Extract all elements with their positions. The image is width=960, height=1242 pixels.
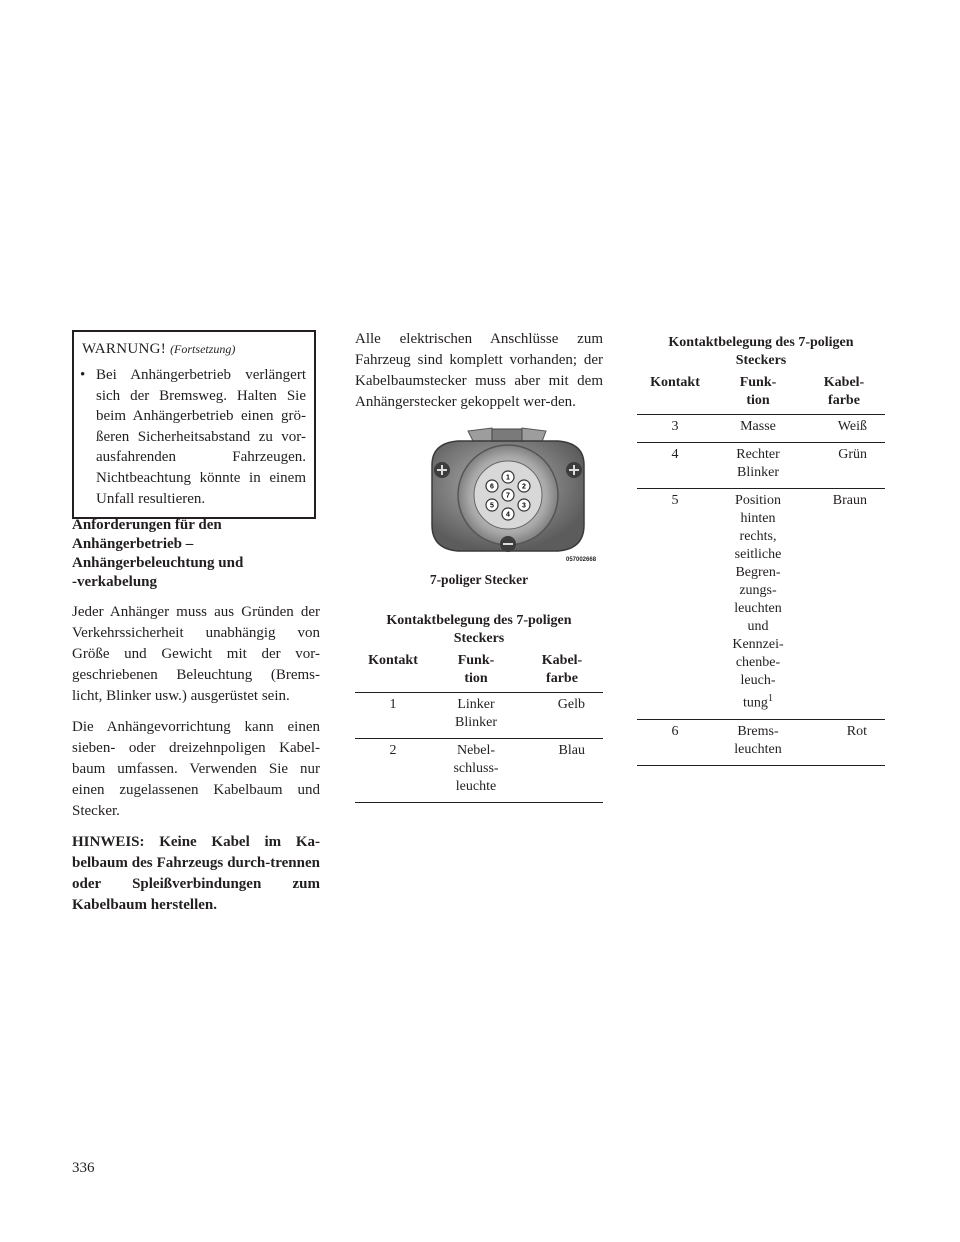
warning-item xyxy=(74,365,314,509)
section-heading xyxy=(72,516,320,592)
figure-code: 057002668 xyxy=(566,557,597,563)
heading-line: Anhängerbeleuchtung und xyxy=(72,555,244,571)
col-header-funktion: Funk- tion xyxy=(713,372,803,415)
table-title: Kontaktbelegung des 7-poligen Steckers xyxy=(668,335,854,368)
col-header-kontakt: Kontakt xyxy=(355,650,431,693)
warning-box xyxy=(72,330,316,519)
pin-table-left xyxy=(355,610,603,803)
heading-line: Anforderungen für den xyxy=(72,517,222,533)
table-row xyxy=(355,739,603,803)
warning-text: Bei Anhängerbetrieb verlängert sich der Bremsweg. Halten Sie beim Anhängerbetrieb einen grö-ßeren Sicherheitsabstand zu vor-ausfahrenden Fahrzeugen. Nichtbeachtung könnte in einem Unfall resultieren. xyxy=(96,367,306,507)
paragraph: Alle elektrischen Anschlüsse zum Fahrzeug sind komplett vorhanden; der Kabelbaumstecker muss aber mit dem Anhängerstecker gekoppelt wer-den. xyxy=(355,331,603,410)
seven-pin-connector-figure xyxy=(420,425,600,575)
cell-farbe: Braun xyxy=(803,489,885,720)
cell-funktion: Rechter Blinker xyxy=(713,443,803,489)
page-number: 336 xyxy=(72,1160,95,1176)
pin-4-label: 4 xyxy=(506,511,510,519)
cell-farbe: Rot xyxy=(803,719,885,765)
pin-table-right xyxy=(637,332,885,766)
bullet-icon: • xyxy=(80,367,86,383)
warning-header xyxy=(74,338,314,360)
cell-kontakt: 3 xyxy=(637,415,713,443)
cell-kontakt: 4 xyxy=(637,443,713,489)
paragraph: Die Anhängevorrichtung kann einen sieben- oder dreizehnpoligen Kabel-baum umfassen. Verwenden Sie nur einen zugelassenen Kabelbaum und Stecker. xyxy=(72,719,320,819)
heading-line: Anhängerbetrieb – xyxy=(72,536,194,552)
table-row xyxy=(637,489,885,720)
table-row xyxy=(355,693,603,739)
cell-kontakt: 2 xyxy=(355,739,431,803)
note-text: HINWEIS: Keine Kabel im Ka-belbaum des Fahrzeugs durch-trennen oder Spleißverbindungen zum Kabelbaum herstellen. xyxy=(72,834,320,913)
middle-column xyxy=(355,329,603,423)
cell-farbe: Weiß xyxy=(803,415,885,443)
cell-kontakt: 5 xyxy=(637,489,713,720)
paragraph: Jeder Anhänger muss aus Gründen der Verkehrssicherheit unabhängig von Größe und Gewicht mit der vor-geschriebenen Beleuchtung (Brems-licht, Blinker usw.) ausgerüstet sein. xyxy=(72,604,320,704)
cell-funktion: Brems- leuchten xyxy=(713,719,803,765)
figure-caption: 7-poliger Stecker xyxy=(429,572,529,587)
pin-3-label: 3 xyxy=(522,502,526,510)
cell-kontakt: 6 xyxy=(637,719,713,765)
pin-2-label: 2 xyxy=(522,483,526,491)
cell-farbe: Gelb xyxy=(521,693,603,739)
col-header-farbe: Kabel- farbe xyxy=(521,650,603,693)
col-header-farbe: Kabel- farbe xyxy=(803,372,885,415)
cell-funktion: Position hinten rechts, seitliche Begren- zungs- leuchten und Kennzei- chenbe- leuch- tung$^1$ xyxy=(713,489,803,720)
cell-farbe: Grün xyxy=(803,443,885,489)
table-title: Kontaktbelegung des 7-poligen Steckers xyxy=(386,613,572,646)
heading-line: -verkabelung xyxy=(72,574,158,590)
footnote-marker: 1 xyxy=(767,693,773,704)
pin-5-label: 5 xyxy=(490,502,494,510)
pin-6-label: 6 xyxy=(490,483,494,491)
col-header-kontakt: Kontakt xyxy=(637,372,713,415)
cell-kontakt: 1 xyxy=(355,693,431,739)
cell-funktion: Nebel- schluss- leuchte xyxy=(431,739,521,803)
table-row xyxy=(637,719,885,765)
table-row xyxy=(637,443,885,489)
cell-farbe: Blau xyxy=(521,739,603,803)
pin-7-label: 7 xyxy=(506,492,510,500)
cell-funktion: Linker Blinker xyxy=(431,693,521,739)
pin-1-label: 1 xyxy=(506,474,510,482)
left-column xyxy=(72,516,320,916)
warning-title: WARNUNG! xyxy=(82,341,167,357)
col-header-funktion: Funk- tion xyxy=(431,650,521,693)
warning-continued: (Fortsetzung) xyxy=(170,342,236,356)
table-row xyxy=(637,415,885,443)
cell-funktion: Masse xyxy=(713,415,803,443)
